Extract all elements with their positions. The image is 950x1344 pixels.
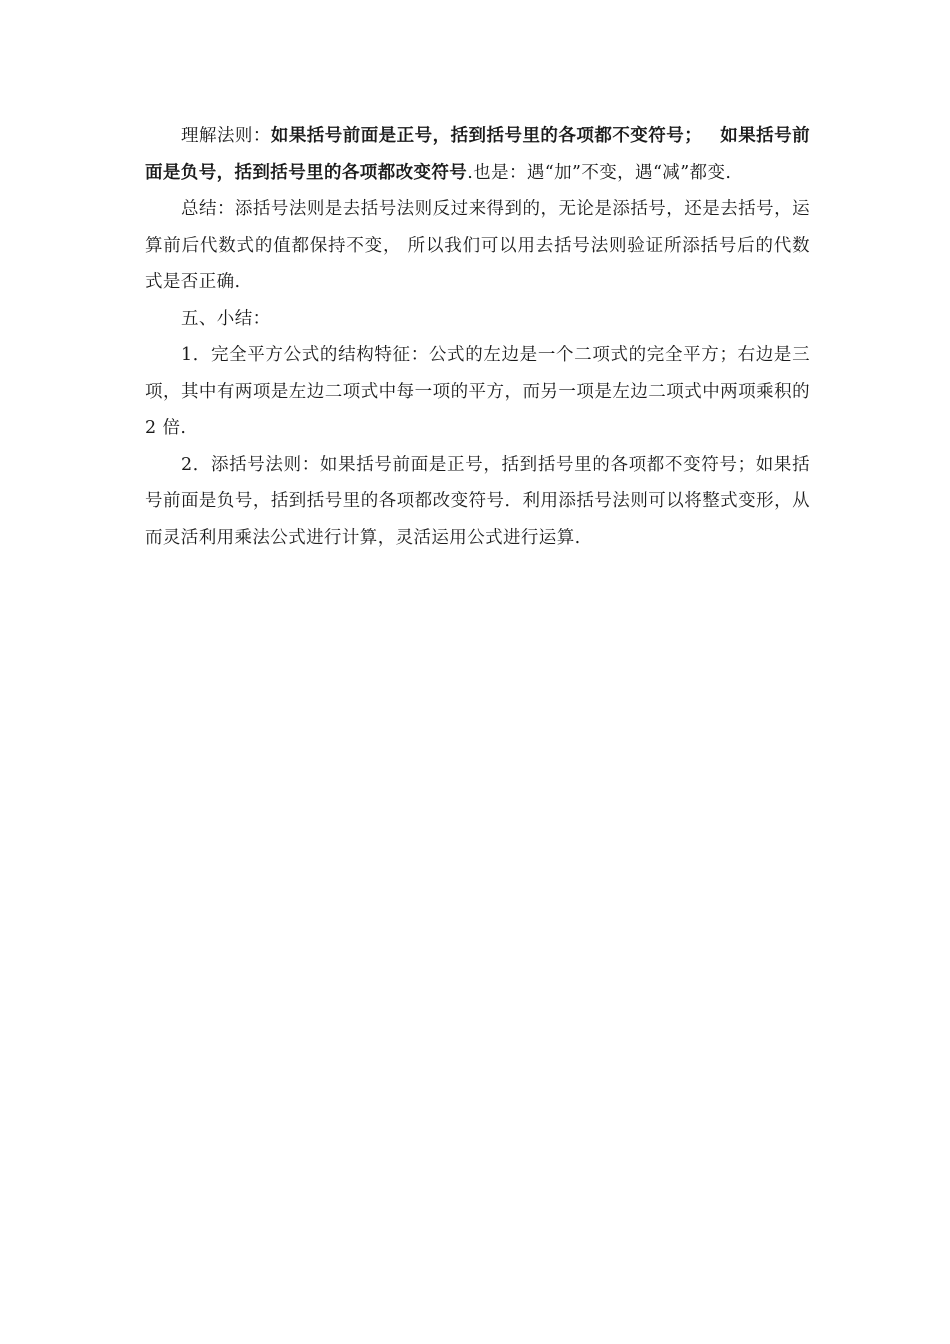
paragraph-lead: 理解法则： bbox=[181, 126, 271, 146]
list-item-2: 2．添括号法则：如果括号前面是正号，括到括号里的各项都不变符号；如果括号前面是负号，括到括号里的各项都改变符号．利用添括号法则可以将整式变形，从而灵活利用乘法公式进行计算，灵活运用公式进行运算. bbox=[145, 454, 810, 548]
bold-rule-negative: 如果括号前面是负号，括到括号里的各项都改变符号 bbox=[145, 126, 811, 183]
bold-rule-positive: 如果括号前面是正号，括到括号里的各项都不变符号； bbox=[270, 126, 703, 146]
paragraph-tail: .也是：遇“加”不变，遇“减”都变. bbox=[467, 162, 732, 183]
section-heading-conclusion: 五、小结： bbox=[181, 308, 271, 329]
paragraph-rule-understanding bbox=[145, 118, 810, 191]
paragraph-summary: 总结：添括号法则是去括号法则反过来得到的，无论是添括号，还是去括号，运算前后代数式的值都保持不变， 所以我们可以用去括号法则验证所添括号后的代数式是否正确. bbox=[145, 199, 810, 292]
document-body bbox=[145, 118, 810, 556]
list-item-1: 1．完全平方公式的结构特征：公式的左边是一个二项式的完全平方；右边是三项，其中有两项是左边二项式中每一项的平方，而另一项是左边二项式中两项乘积的 2 倍. bbox=[145, 345, 810, 438]
